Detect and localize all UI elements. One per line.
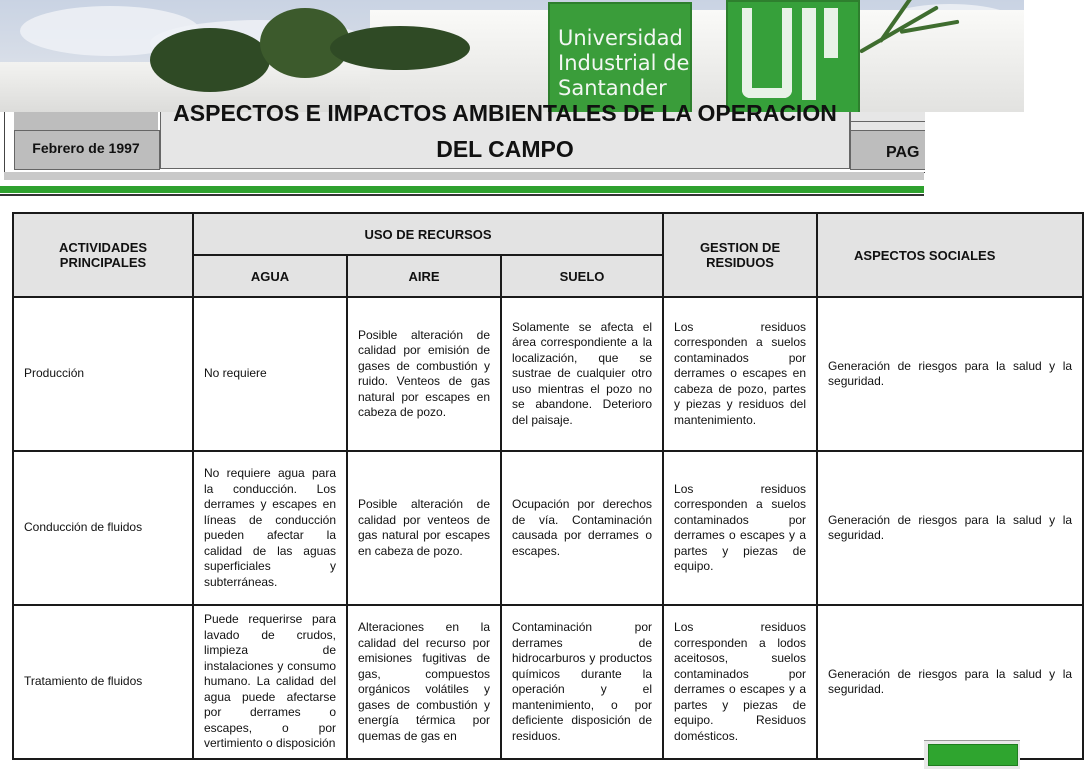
cell-air: Posible alteración de calidad por venteos de gas natural por escapes en cabeza de pozo. — [347, 451, 501, 605]
cell-social: Generación de riesgos para la salud y la seguridad. — [817, 605, 1083, 759]
page-cell-top — [850, 112, 925, 130]
title-cell — [160, 100, 850, 169]
banner-photo — [0, 0, 1024, 112]
cell-water: No requiere agua para la conducción. Los derrames y escapes en líneas de conducción pueden afectar la calidad de las aguas superficiales y subterráneas. — [193, 451, 347, 605]
dark-divider — [0, 194, 924, 196]
cell-waste: Los residuos corresponden a lodos aceitosos, suelos contaminados por derrames o escapes y a partes y piezas de equipo. Residuos domésticos. — [663, 605, 817, 759]
cell-social: Generación de riesgos para la salud y la seguridad. — [817, 451, 1083, 605]
header-air: AIRE — [347, 255, 501, 297]
cell-water: Puede requerirse para lavado de crudos, limpieza de instalaciones y consumo humano. La calidad del agua puede afectarse por derrames o escapes, o por vertimiento o disposición — [193, 605, 347, 759]
page-label: PAG — [886, 144, 920, 161]
header-waste-management: GESTION DE RESIDUOS — [663, 213, 817, 297]
cell-soil: Ocupación por derechos de vía. Contaminación causada por derrames o escapes. — [501, 451, 663, 605]
header-water: AGUA — [193, 255, 347, 297]
impacts-table-viewport — [12, 212, 1073, 768]
header-social-aspects: ASPECTOS SOCIALES — [817, 213, 1083, 297]
table-row — [13, 451, 1083, 605]
header-soil: SUELO — [501, 255, 663, 297]
tree — [150, 28, 270, 92]
table-row — [13, 605, 1083, 759]
green-divider — [0, 186, 924, 193]
cell-soil: Contaminación por derrames de hidrocarburos y productos químicos durante la operación y el mantenimiento, o por deficiente disposición de residuos. — [501, 605, 663, 759]
cell-air: Posible alteración de calidad por emisión de gases de combustión y ruido. Venteos de gas natural por escapes en cabeza de pozo. — [347, 297, 501, 451]
cell-soil: Solamente se afecta el área correspondiente a la localización, que se sustrae de cualquier otro uso mientras el pozo no se abandone. Deterioro del paisaje. — [501, 297, 663, 451]
document-title-line2: DEL CAMPO — [436, 136, 574, 162]
cell-waste: Los residuos corresponden a suelos contaminados por derrames o escapes y a partes y piezas de equipo. — [663, 451, 817, 605]
impacts-table — [12, 212, 1084, 760]
cell-social: Generación de riesgos para la salud y la seguridad. — [817, 297, 1083, 451]
cell-water: No requiere — [193, 297, 347, 451]
table-row — [13, 297, 1083, 451]
header-resource-use: USO DE RECURSOS — [193, 213, 663, 255]
uis-logo — [726, 0, 860, 116]
document-date: Febrero de 1997 — [32, 140, 140, 156]
document-title-line1: ASPECTOS E IMPACTOS AMBIENTALES DE LA OPERACION — [173, 100, 837, 126]
cell-activity: Producción — [13, 297, 193, 451]
sign-line-3: Santander — [558, 76, 667, 100]
cell-activity: Tratamiento de fluidos — [13, 605, 193, 759]
cell-activity: Conducción de fluidos — [13, 451, 193, 605]
version-cell — [14, 112, 158, 130]
header-activities: ACTIVIDADES PRINCIPALES — [13, 213, 193, 297]
sign-line-1: Universidad — [558, 26, 683, 50]
cell-air: Alteraciones en la calidad del recurso por emisiones fugitivas de gas, compuestos orgánicos volátiles y gases de combustión y energía térmica por quemas de gas en — [347, 605, 501, 759]
cell-waste: Los residuos corresponden a suelos contaminados por derrames o escapes en cabeza de pozo, partes y piezas y residuos del mantenimiento. — [663, 297, 817, 451]
header-shadow-rule — [4, 172, 924, 180]
next-slide-button[interactable] — [928, 744, 1018, 766]
university-sign — [548, 2, 692, 114]
sign-line-2: Industrial de — [558, 51, 690, 75]
